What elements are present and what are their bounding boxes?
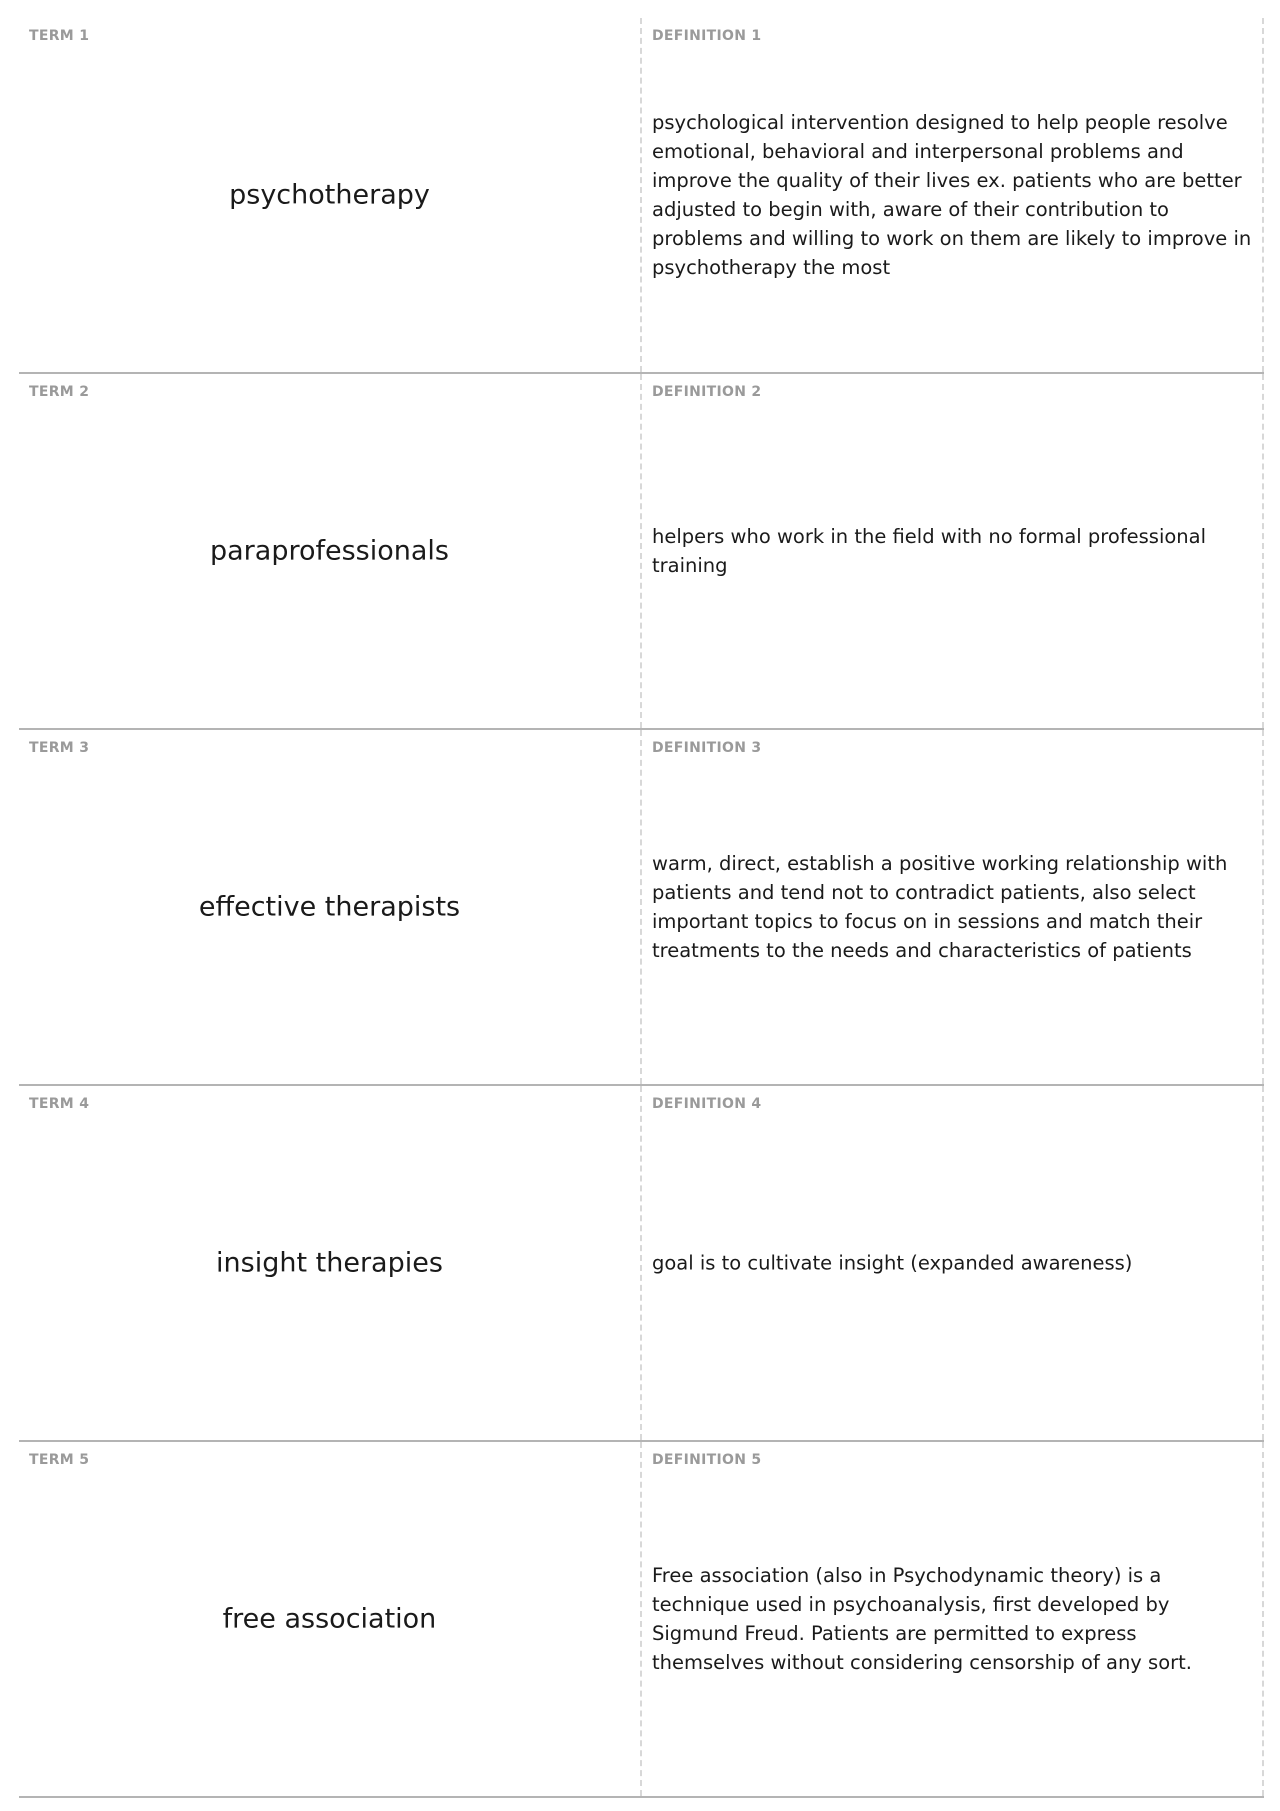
definition-label: DEFINITION 4	[652, 1096, 762, 1112]
term-cell	[19, 1442, 642, 1796]
definition-text: warm, direct, establish a positive working relationship with patients and tend not to contradict patients, also select important topics to focus on in sessions and match their treatments to the needs and characteristics of patients	[652, 852, 1228, 962]
definition-cell	[642, 1086, 1264, 1440]
flashcard-row	[19, 1442, 1264, 1798]
definition-label: DEFINITION 2	[652, 384, 762, 400]
term-label: TERM 2	[29, 384, 90, 400]
flashcard-sheet	[19, 18, 1264, 1798]
term-text: paraprofessionals	[210, 535, 449, 567]
definition-label: DEFINITION 1	[652, 28, 762, 44]
flashcard-row	[19, 374, 1264, 730]
term-text: effective therapists	[198, 891, 461, 923]
definition-cell	[642, 1442, 1264, 1796]
term-cell	[19, 374, 642, 728]
definition-cell	[642, 730, 1264, 1084]
term-text: psychotherapy	[229, 179, 430, 211]
flashcard-row	[19, 730, 1264, 1086]
term-label: TERM 4	[29, 1096, 90, 1112]
term-label: TERM 3	[29, 740, 90, 756]
term-cell	[19, 1086, 642, 1440]
definition-text: Free association (also in Psychodynamic theory) is a technique used in psychoanalysis, first developed by Sigmund Freud. Patients are permitted to express themselves without considering censorship of any sort.	[652, 1564, 1192, 1674]
term-label: TERM 5	[29, 1452, 90, 1468]
flashcard-row	[19, 18, 1264, 374]
definition-cell	[642, 18, 1264, 372]
definition-text: psychological intervention designed to help people resolve emotional, behavioral and interpersonal problems and improve the quality of their lives ex. patients who are better adjusted to begin with, aware of their contribution to problems and willing to work on them are likely to improve in psychotherapy the most	[652, 111, 1252, 279]
term-text: insight therapies	[216, 1247, 443, 1279]
term-cell	[19, 730, 642, 1084]
definition-cell	[642, 374, 1264, 728]
term-text: free association	[222, 1603, 437, 1635]
definition-text: goal is to cultivate insight (expanded awareness)	[652, 1251, 1133, 1275]
flashcard-row	[19, 1086, 1264, 1442]
term-label: TERM 1	[29, 28, 90, 44]
definition-label: DEFINITION 3	[652, 740, 762, 756]
term-cell	[19, 18, 642, 372]
definition-text: helpers who work in the field with no formal professional training	[652, 525, 1207, 577]
definition-label: DEFINITION 5	[652, 1452, 762, 1468]
